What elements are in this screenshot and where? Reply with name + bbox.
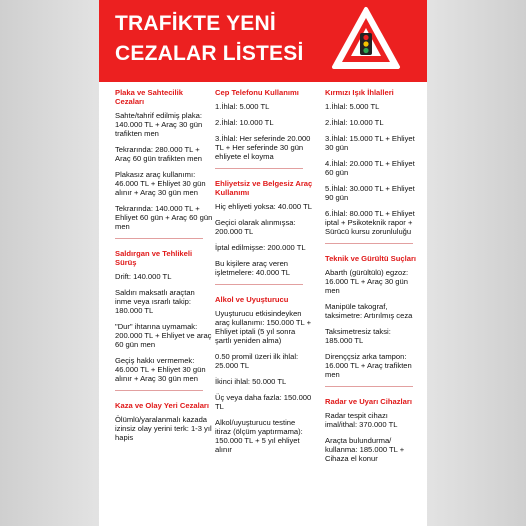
section-divider <box>325 386 413 387</box>
penalty-item: 6.İhlal: 80.000 TL + Ehliyet iptal + Psikoteknik rapor + Sürücü kursu zorunluluğu <box>325 209 415 236</box>
penalty-item: Manipüle takograf, taksimetre: Artırılmış ceza <box>325 302 413 320</box>
penalty-item: 2.İhlal: 10.000 TL <box>325 118 384 127</box>
penalty-item: Taksimetresiz taksi: 185.000 TL <box>325 327 391 345</box>
section-title: Radar ve Uyarı Cihazları <box>325 397 412 406</box>
penalty-item: Ölümlü/yaralanmalı kazada izinsiz olay yerini terk: 1-3 yıl hapis <box>115 415 212 442</box>
penalty-item: 4.İhlal: 20.000 TL + Ehliyet 60 gün <box>325 159 415 177</box>
section-title: Cep Telefonu Kullanımı <box>215 88 299 97</box>
penalty-item: Direnççsiz arka tampon: 16.000 TL + Araç trafikten men <box>325 352 412 379</box>
title-line-2: CEZALAR LİSTESİ <box>115 42 304 65</box>
penalty-item: "Dur" ihtarına uymamak: 200.000 TL + Ehliyet ve araç 60 gün men <box>115 322 212 349</box>
section-divider <box>115 390 203 391</box>
section-title: Alkol ve Uyuşturucu <box>215 295 289 304</box>
section-title: Kırmızı Işık İhlalleri <box>325 88 394 97</box>
penalty-item: Geçici olarak alınmışsa: 200.000 TL <box>215 218 296 236</box>
penalty-item: 3.İhlal: Her seferinde 20.000 TL + Her seferinde 30 gün ehliyete el koyma <box>215 134 311 161</box>
section-divider <box>325 243 413 244</box>
section-divider <box>215 168 303 169</box>
section-title: Saldırgan ve Tehlikeli Sürüş <box>115 249 193 267</box>
penalty-item: Drift: 140.000 TL <box>115 272 172 281</box>
penalty-item: 0.50 promil üzeri ilk ihlal: 25.000 TL <box>215 352 299 370</box>
penalty-item: 3.İhlal: 15.000 TL + Ehliyet 30 gün <box>325 134 415 152</box>
penalty-item: 1.İhlal: 5.000 TL <box>215 102 270 111</box>
penalty-item: Tekrarında: 280.000 TL + Araç 60 gün trafikten men <box>115 145 202 163</box>
penalty-item: Saldırı maksatlı araçtan inme veya ısrarlı takip: 180.000 TL <box>115 288 195 315</box>
section-title: Ehliyetsiz ve Belgesiz Araç Kullanımı <box>215 179 313 197</box>
section-divider <box>115 238 203 239</box>
penalty-item: Tekrarında: 140.000 TL + Ehliyet 60 gün + Araç 60 gün men <box>115 204 213 231</box>
penalty-item: Abarth (gürültülü) egzoz: 16.000 TL + Araç 30 gün men <box>325 268 409 295</box>
penalty-item: Uyuşturucu etkisindeyken araç kullanımı: 150.000 TL + Ehliyet iptali (5 yıl sonra şartlı yeniden alma) <box>215 309 312 345</box>
column-middle <box>215 88 313 461</box>
penalty-item: İkinci ihlal: 50.000 TL <box>215 377 287 386</box>
penalty-item: 1.İhlal: 5.000 TL <box>325 102 380 111</box>
penalty-item: Radar tespit cihazı imal/ithal: 370.000 TL <box>325 411 398 429</box>
penalty-item: 5.İhlal: 30.000 TL + Ehliyet 90 gün <box>325 184 415 202</box>
section-title: Kaza ve Olay Yeri Cezaları <box>115 401 209 410</box>
penalty-item: Bu kişilere araç veren işletmelere: 40.000 TL <box>215 259 290 277</box>
penalty-item: Plakasız araç kullanımı: 46.000 TL + Ehliyet 30 gün alınır + Araç 30 gün men <box>115 170 206 197</box>
traffic-light-warning-icon <box>331 6 401 70</box>
penalty-item: Sahte/tahrif edilmiş plaka: 140.000 TL + Araç 30 gün trafikten men <box>115 111 203 138</box>
penalty-item: 2.İhlal: 10.000 TL <box>215 118 274 127</box>
penalty-card <box>99 0 427 526</box>
column-left <box>115 88 213 449</box>
header-banner <box>99 0 427 82</box>
penalty-item: Hiç ehliyeti yoksa: 40.000 TL <box>215 202 312 211</box>
column-right <box>325 88 419 470</box>
section-divider <box>215 284 303 285</box>
penalty-item: İptal edilmişse: 200.000 TL <box>215 243 306 252</box>
penalty-item: Alkol/uyuşturucu testine itiraz (ölçüm yaptırmama): 150.000 TL + 5 yıl ehliyet alınır <box>215 418 303 454</box>
section-title: Teknik ve Gürültü Suçları <box>325 254 417 263</box>
section-title: Plaka ve Sahtecilik Cezaları <box>115 88 183 106</box>
penalty-item: Araçta bulundurma/ kullanma: 185.000 TL + Cihaza el konur <box>325 436 405 463</box>
penalty-item: Üç veya daha fazla: 150.000 TL <box>215 393 312 411</box>
title-line-1: TRAFİKTE YENİ <box>115 12 276 35</box>
penalty-item: Geçiş hakkı vermemek: 46.000 TL + Ehliyet 30 gün alınır + Araç 30 gün men <box>115 356 206 383</box>
